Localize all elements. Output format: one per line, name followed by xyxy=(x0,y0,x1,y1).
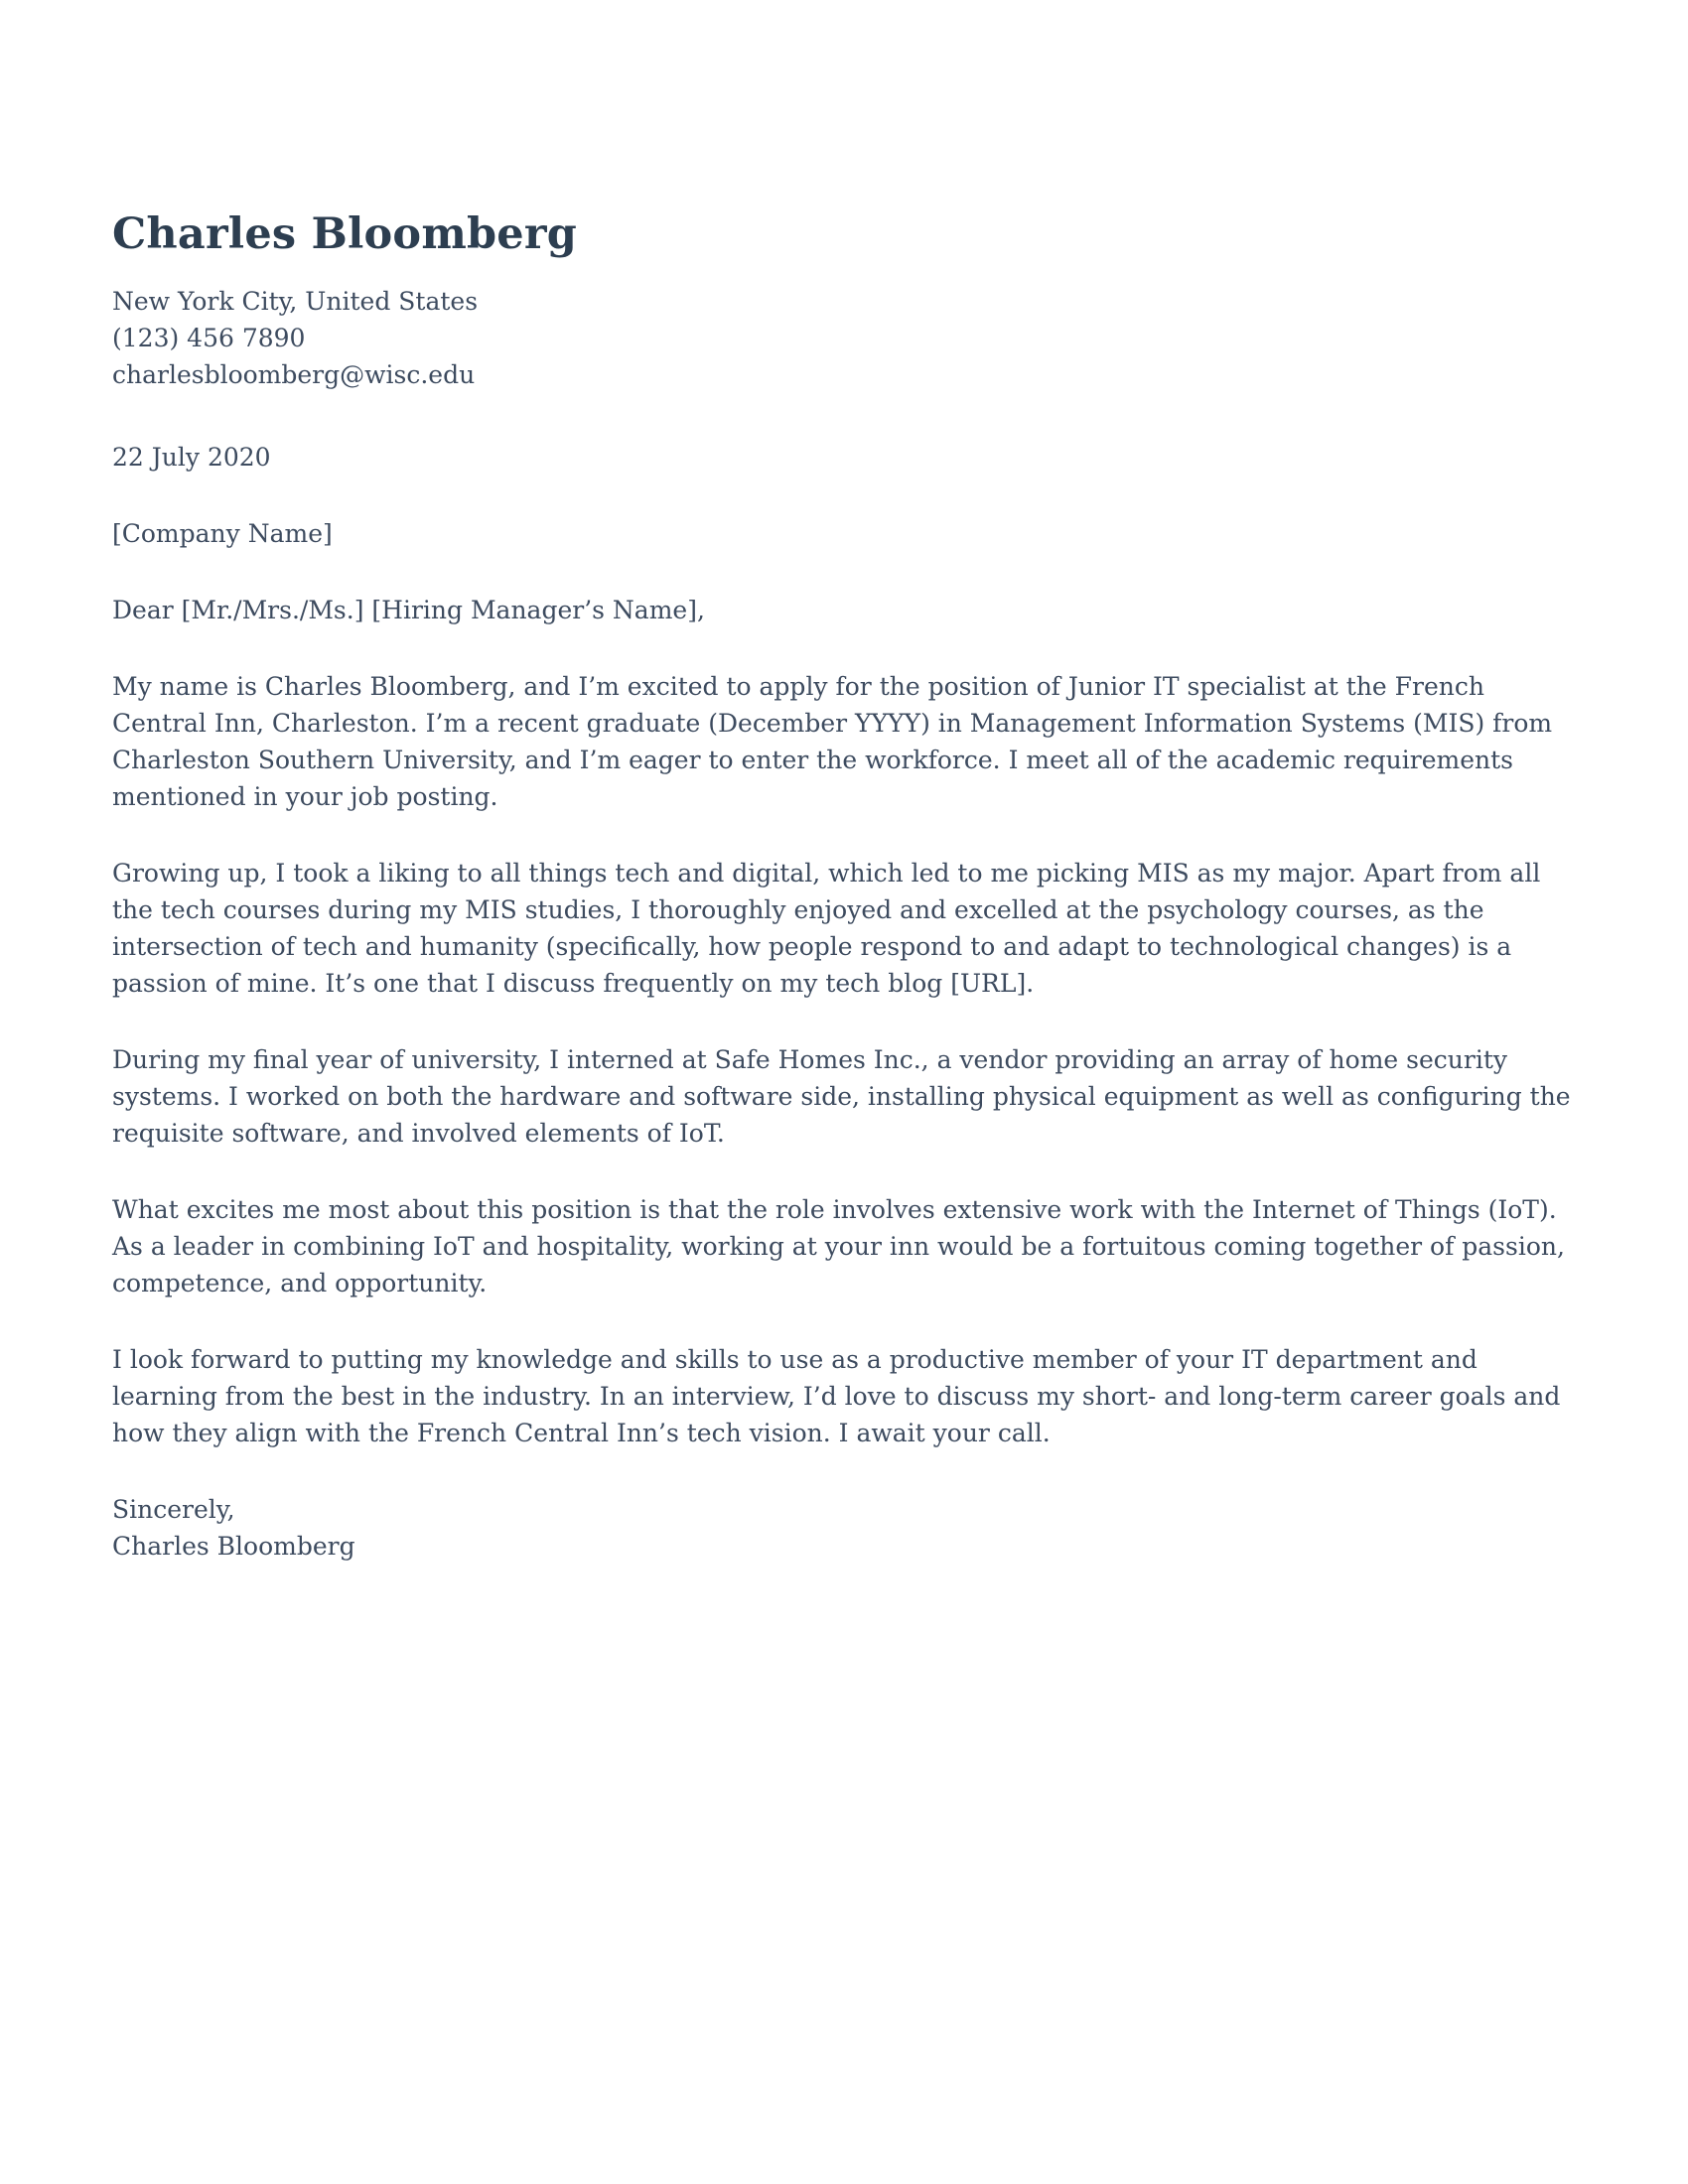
signature-text: Charles Bloomberg xyxy=(112,1532,355,1562)
contact-block xyxy=(112,283,1582,393)
recipient-company-placeholder: [Company Name] xyxy=(112,519,333,549)
letter-paragraph: Growing up, I took a liking to all things tech and digital, which led to me picking MIS as my major. Apart from all the tech courses during my MIS studies, I thoroughly enjoyed and excelled at the psychology courses, as the intersection of tech and humanity (specifically, how people respond to and adapt to technological changes) is a passion of mine. It’s one that I discuss frequently on my tech blog [URL]. xyxy=(112,859,1541,999)
phone-text: (123) 456 7890 xyxy=(112,324,306,353)
closing-block xyxy=(112,1491,1582,1565)
salutation-text: Dear [Mr./Mrs./Ms.] [Hiring Manager’s Name], xyxy=(112,596,705,625)
letter-paragraph: What excites me most about this position is that the role involves extensive work with the Internet of Things (IoT). As a leader in combining IoT and hospitality, working at your inn would be a fortuitous coming together of passion, competence, and opportunity. xyxy=(112,1195,1565,1298)
letter-paragraph: I look forward to putting my knowledge and skills to use as a productive member of your IT department and learning from the best in the industry. In an interview, I’d love to discuss my short- and long-term career goals and how they align with the French Central Inn’s tech vision. I await your call. xyxy=(112,1345,1561,1448)
letter-paragraph: My name is Charles Bloomberg, and I’m excited to apply for the position of Junior IT specialist at the French Central Inn, Charleston. I’m a recent graduate (December YYYY) in Management Information Systems (MIS) from Charleston Southern University, and I’m eager to enter the workforce. I meet all of the academic requirements mentioned in your job posting. xyxy=(112,672,1553,812)
letter-content xyxy=(112,210,1582,1565)
author-name-heading: Charles Bloomberg xyxy=(112,209,577,259)
location-text: New York City, United States xyxy=(112,287,479,317)
date-text: 22 July 2020 xyxy=(112,443,271,473)
letter-paragraph: During my final year of university, I interned at Safe Homes Inc., a vendor providing an array of home security systems. I worked on both the hardware and software side, installing physical equipment as well as configuring the requisite software, and involved elements of IoT. xyxy=(112,1045,1571,1149)
closing-text: Sincerely, xyxy=(112,1495,235,1525)
email-text: charlesbloomberg@wisc.edu xyxy=(112,360,476,390)
